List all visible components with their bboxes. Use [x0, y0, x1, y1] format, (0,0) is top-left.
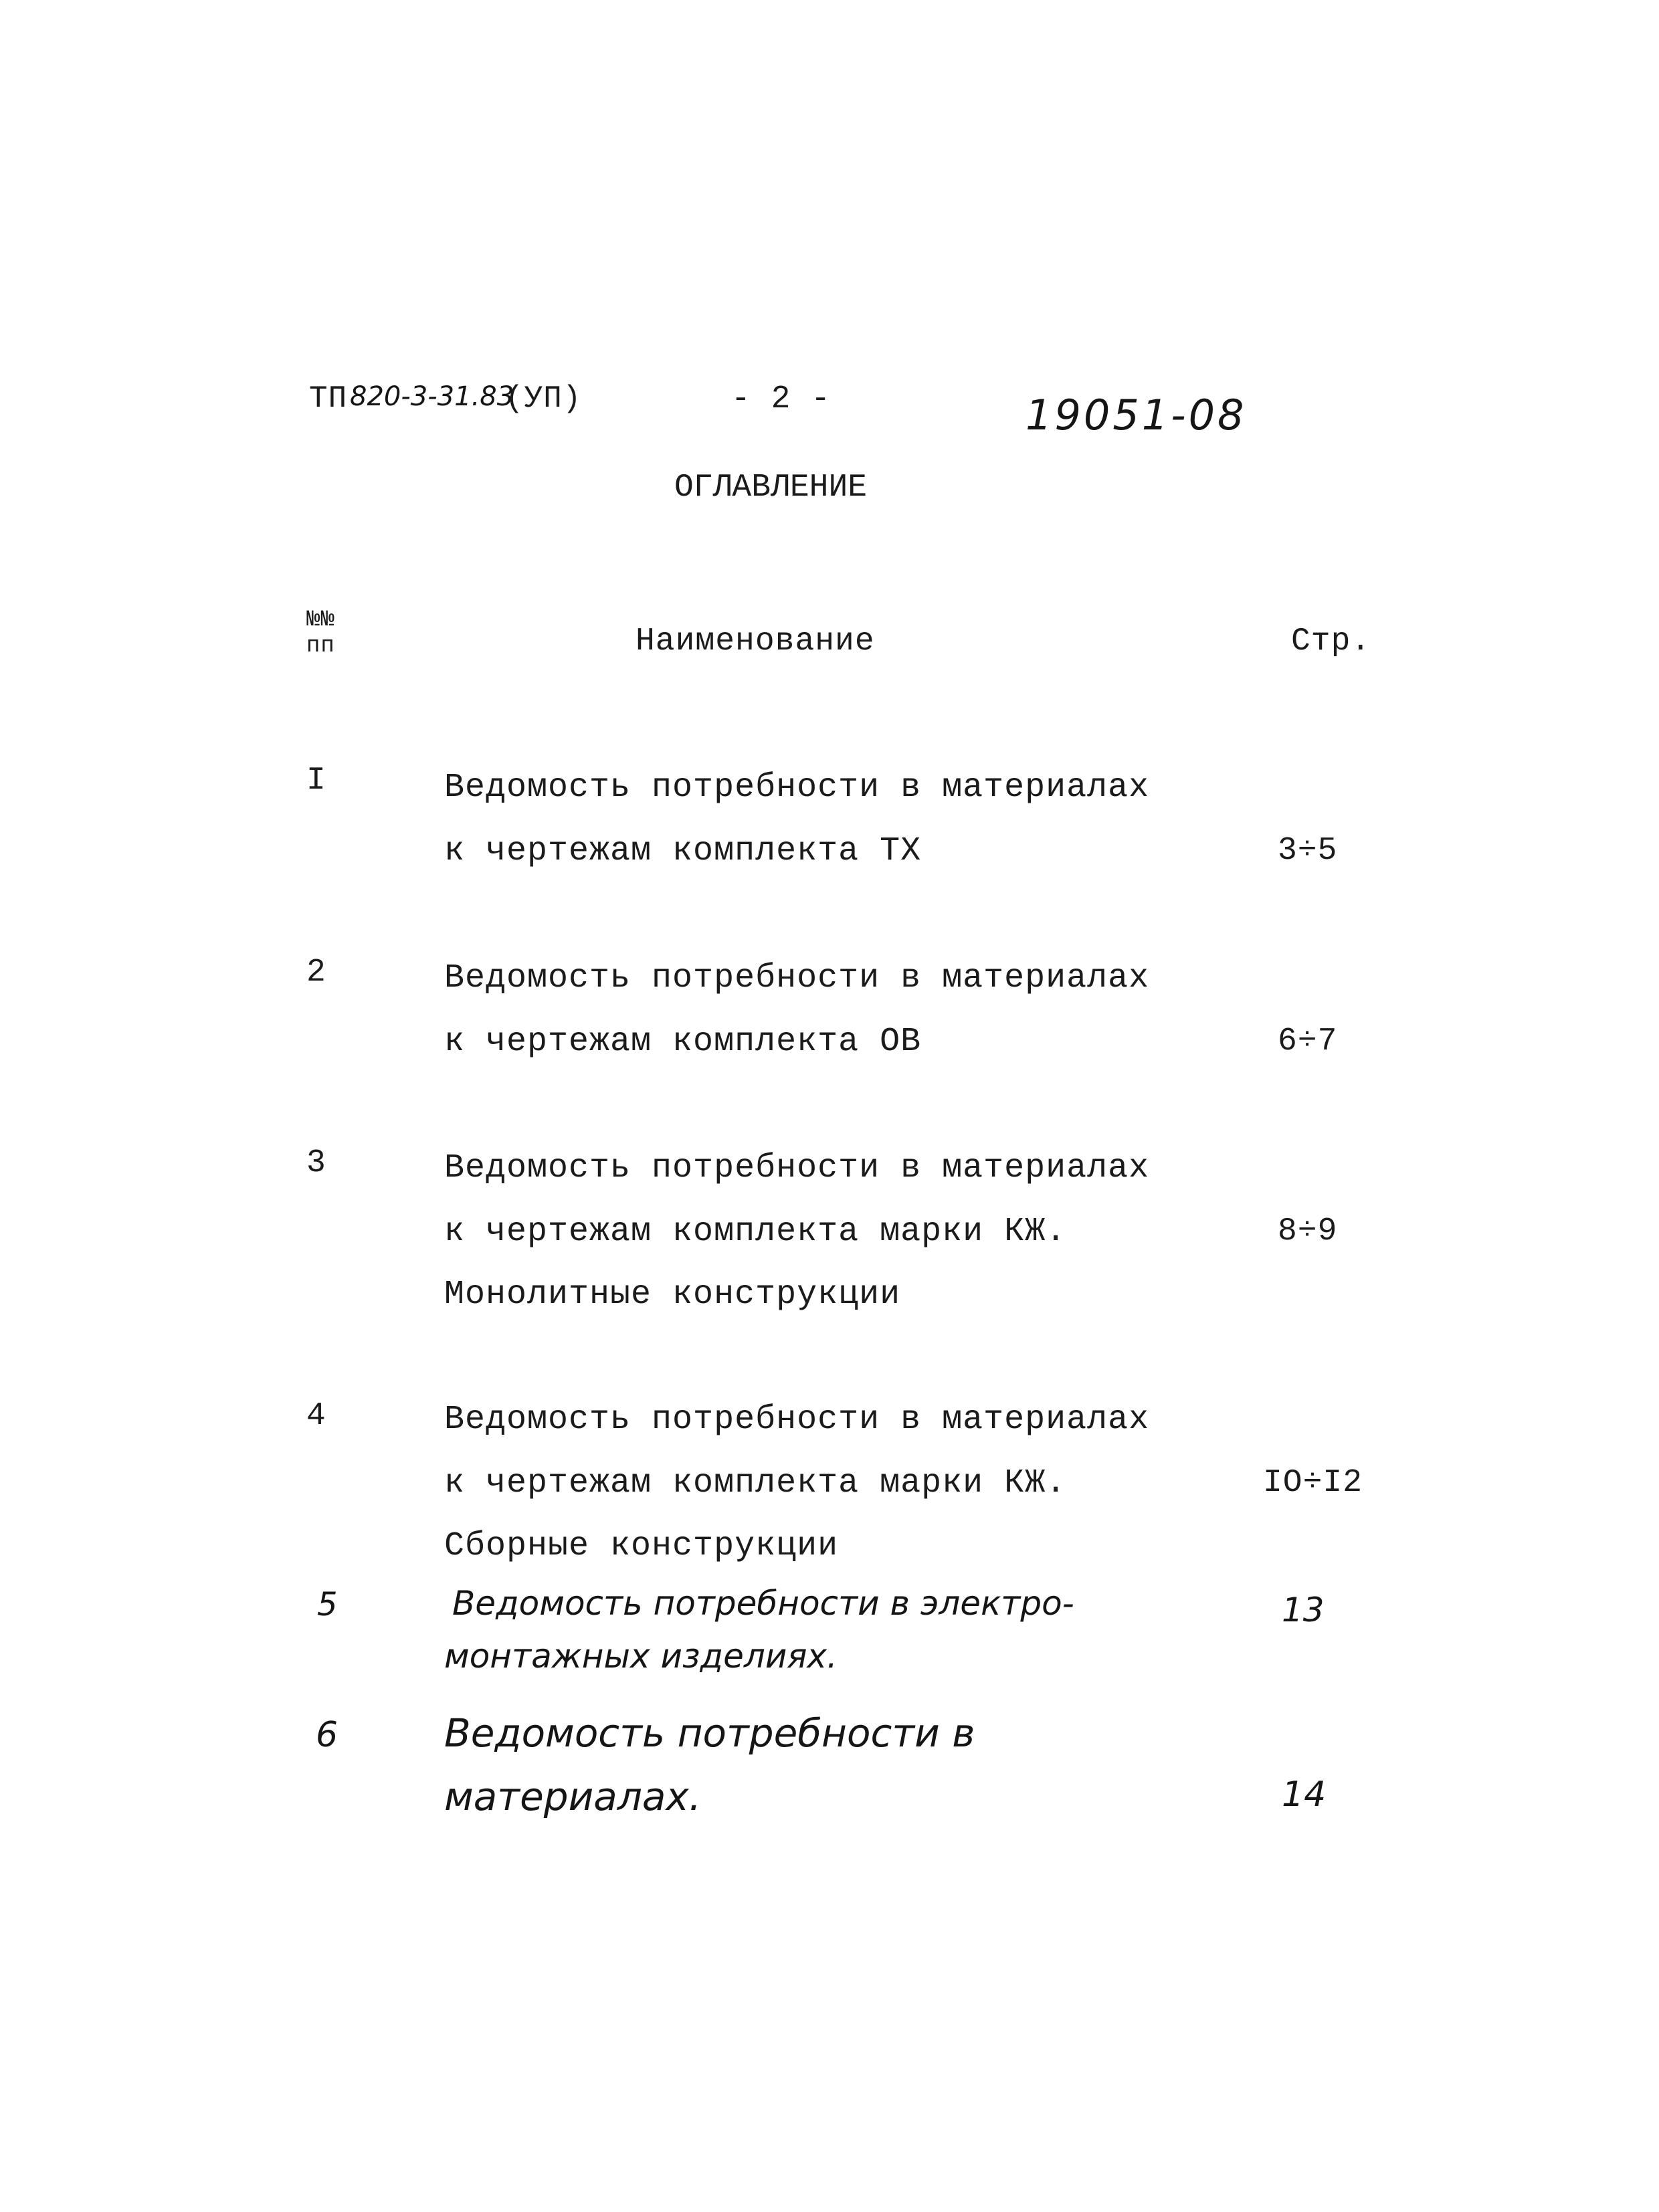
toc-row-line: к чертежам комплекта ТХ — [444, 832, 922, 870]
toc-row-line: к чертежам комплекта марки КЖ. — [444, 1464, 1067, 1502]
column-header-number: №№ пп — [306, 607, 335, 660]
toc-row-number: 5 — [317, 1586, 338, 1623]
column-header-page: Стр. — [1291, 623, 1371, 660]
toc-row-line: к чертежам комплекта ОВ — [444, 1023, 922, 1061]
toc-row-line: Монолитные конструкции — [444, 1276, 901, 1314]
toc-row-line: Ведомость потребности в материалах — [444, 769, 1150, 807]
column-header-name: Наименование — [636, 623, 875, 660]
toc-row-line: Ведомость потребности в материалах — [444, 959, 1150, 997]
toc-row-page: IO÷I2 — [1263, 1465, 1363, 1501]
toc-row-page: 8÷9 — [1278, 1213, 1338, 1249]
toc-row-number: 3 — [306, 1145, 326, 1181]
archive-number: 19051-08 — [1026, 391, 1247, 439]
toc-row-line: к чертежам комплекта марки КЖ. — [444, 1213, 1067, 1251]
toc-row-page: 14 — [1282, 1775, 1327, 1815]
toc-row-line: монтажных изделиях. — [444, 1637, 838, 1676]
toc-row-line: материалах. — [444, 1774, 702, 1819]
toc-row-line: Ведомость потребности в — [444, 1710, 975, 1756]
toc-title: ОГЛАВЛЕНИЕ — [674, 470, 868, 506]
doc-code-suffix: (УП) — [505, 381, 582, 416]
toc-row-line: Сборные конструкции — [444, 1527, 839, 1565]
toc-row-number: 4 — [306, 1398, 326, 1434]
toc-row-page: 13 — [1282, 1591, 1325, 1629]
doc-code-handwritten: 820-3-31.83 — [350, 381, 514, 412]
toc-row-number: 6 — [316, 1715, 338, 1755]
toc-row-page: 6÷7 — [1278, 1023, 1338, 1060]
toc-row-number: 2 — [306, 954, 326, 991]
doc-code-prefix: ТП — [309, 381, 348, 416]
toc-row-page: 3÷5 — [1278, 833, 1338, 869]
page-number: - 2 - — [731, 381, 832, 417]
toc-row-line: Ведомость потребности в материалах — [444, 1401, 1150, 1439]
toc-row-number: I — [306, 763, 326, 799]
toc-row-line: Ведомость потребности в электро- — [452, 1584, 1074, 1623]
toc-row-line: Ведомость потребности в материалах — [444, 1149, 1150, 1187]
